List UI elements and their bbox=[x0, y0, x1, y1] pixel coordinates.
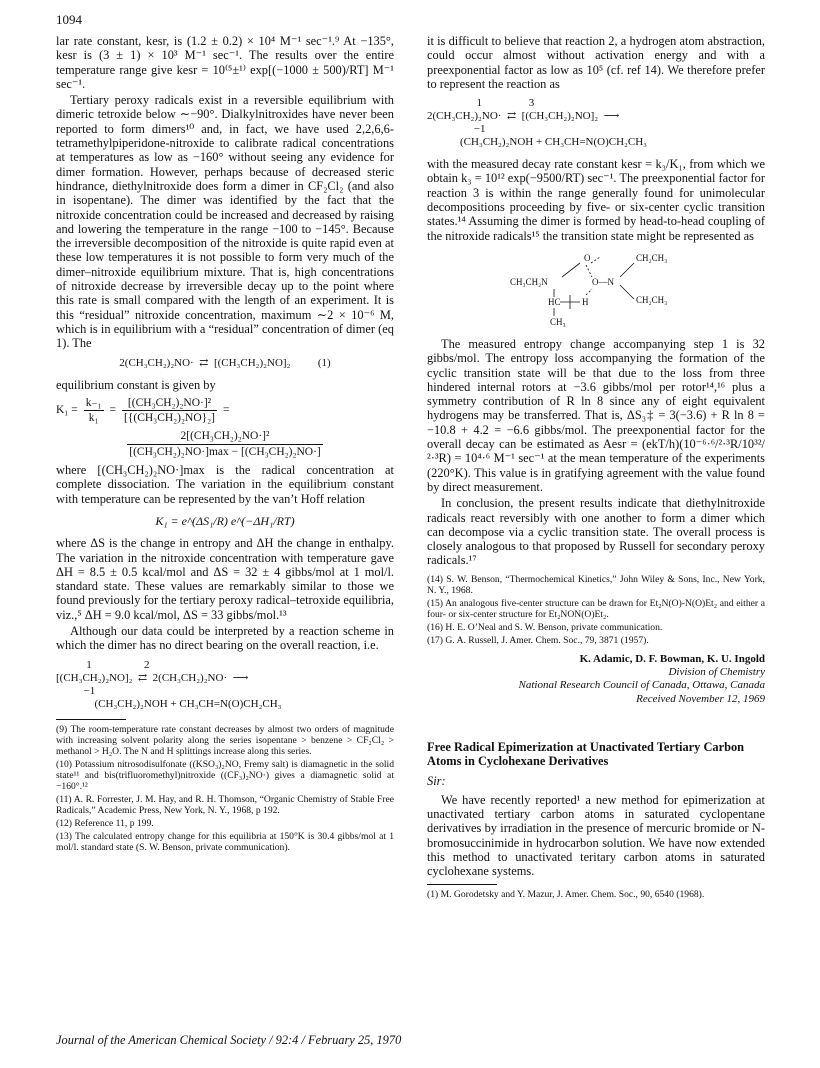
denominator: [(CH₃CH₂)₂NO·]max − [(CH₃CH₂)₂NO·] bbox=[129, 445, 321, 458]
ts-label-o-n: O—N bbox=[592, 276, 614, 287]
ts-label-ethyl-2: CH₂CH₃ bbox=[636, 294, 668, 305]
footnote: (11) A. R. Forrester, J. M. Hay, and R. H. Thomson, “Organic Chemistry of Stable Free Radicals,” Academic Press, New York, N. Y., 1968, p 192. bbox=[56, 793, 394, 816]
denominator: [{(CH₃CH₂)₂NO}₂] bbox=[124, 412, 215, 425]
footnote: (12) Reference 11, p 199. bbox=[56, 817, 154, 829]
footnotes bbox=[427, 574, 765, 646]
right-column bbox=[427, 34, 765, 902]
paragraph: where [(CH₃CH₂)₂NO·]max is the radical concentration at complete dissociation. The variation in the equilibrium constant with temperature can be represented by the van’t Hoff relation bbox=[56, 463, 394, 506]
paragraph: equilibrium constant is given by bbox=[56, 377, 216, 392]
numerator: k₋₁ bbox=[84, 396, 104, 411]
footnote: (9) The room-temperature rate constant decreases by almost two orders of magnitude with increasing solvent polarity along the series isopentane > benzene > CF₂Cl₂ > methanol > H₂O. The N and H splittings increase along this series. bbox=[56, 723, 394, 757]
equation-1: 2(CH₃CH₂)₂NO· ⇄ [(CH₃CH₂)₂NO]₂ (1) bbox=[119, 356, 331, 369]
denominator: k₁ bbox=[88, 412, 99, 425]
received-date: Received November 12, 1969 bbox=[636, 693, 765, 706]
left-column bbox=[56, 34, 394, 855]
reaction-scheme: 1 3 2(CH₃CH₂)₂NO· ⇄ [(CH₃CH₂)₂NO]₂ ⟶ −1 (CH₃CH₂)₂NOH + CH₃CH=N(O)CH₂CH₃ bbox=[427, 97, 647, 149]
footnote: (17) G. A. Russell, J. Amer. Chem. Soc., 79, 3871 (1957). bbox=[427, 634, 649, 646]
paragraph: with the measured decay rate constant kesr = k₃/K₁, from which we obtain k₃ = 10¹² exp(−9500/RT) sec⁻¹. The preexponential factor for reaction 3 is within the range generally found for unimolecular decompositions proceeding by five- or six-center cyclic transition states.¹⁴ Assuming the dimer is formed by head-to-head coupling of the nitroxide radicals¹⁵ the transition state might be represented as bbox=[427, 157, 765, 243]
paragraph: The measured entropy change accompanying step 1 is 32 gibbs/mol. The entropy loss accompanying the formation of the cyclic transition state will be that due to the loss from three hindered internal rotors at −3.6 gibbs/mol per rotor¹⁴,¹⁶ plus a symmetry contribution of R ln 8 since any of eight equivalent hydrogens may be transferred. That is, ΔS₃‡ = 3(−3.6) + R ln 8 = −10.8 + 4.2 = −6.6 gibbs/mol. The preexponential factor for the overall decay can be estimated as Aesr = (ekT/h)(10⁻⁶·⁶/²·³R/10³²/²·³R) = 10⁴·⁶ M⁻¹ sec⁻¹ at the mean temperature of the experiments (220°K). This value is in gratifying agreement with the value found by direct measurement. bbox=[427, 336, 765, 494]
footnote-rule bbox=[56, 719, 126, 720]
paragraph: Although our data could be interpreted by a reaction scheme in which the dimer has no direct bearing on the overall reaction, i.e. bbox=[56, 623, 394, 653]
page-number: 1094 bbox=[56, 12, 82, 27]
ts-label-ethyl-n: CH₃CH₂N bbox=[510, 276, 548, 287]
ts-label-methyl: CH₃ bbox=[550, 316, 566, 327]
numerator: [(CH₃CH₂)₂NO·]² bbox=[122, 396, 217, 411]
fraction bbox=[127, 429, 323, 459]
ts-label-ethyl: CH₂CH₃ bbox=[636, 252, 668, 263]
author-institution: National Research Council of Canada, Ottawa, Canada bbox=[518, 679, 765, 692]
author-list: K. Adamic, D. F. Bowman, K. U. Ingold bbox=[579, 652, 765, 665]
footnote: (14) S. W. Benson, “Thermochemical Kinetics,” John Wiley & Sons, Inc., New York, N. Y., 1968. bbox=[427, 573, 765, 596]
footnote: (13) The calculated entropy change for this equilibria at 150°K is 30.4 gibbs/mol at 1 mol/l. standard state (S. W. Benson, private communication). bbox=[56, 830, 394, 853]
footnote-rule bbox=[427, 884, 497, 885]
equilibrium-constant-equation-cont bbox=[56, 429, 394, 459]
numerator: 2[(CH₃CH₂)₂NO·]² bbox=[127, 429, 323, 444]
article-title: Free Radical Epimerization at Unactivated Tertiary Carbon Atoms in Cyclohexane Derivatives bbox=[427, 740, 745, 769]
paragraph: where ΔS is the change in entropy and ΔH the change in enthalpy. The variation in the nitroxide concentration with temperature gave ΔH = 8.5 ± 0.5 kcal/mol and ΔS = 32 ± 4 gibbs/mol at 1 mol/l. standard state. These values are remarkably similar to those we found previously for the tertiary peroxy radical–tetroxide equilibria, viz.,⁵ ΔH = 9.0 kcal/mol, ΔS = 33 gibbs/mol.¹³ bbox=[56, 536, 394, 622]
ts-label-hc: HC bbox=[548, 296, 561, 307]
journal-footer: Journal of the American Chemical Society / 92:4 / February 25, 1970 bbox=[56, 1033, 402, 1047]
vant-hoff-equation: K₁ = e^(ΔS₁/R) e^(−ΔH₁/RT) bbox=[155, 513, 295, 528]
fraction bbox=[84, 396, 104, 426]
footnote: (10) Potassium nitrosodisulfonate ((KSO₃)₂NO, Fremy salt) is diamagnetic in the solid state¹¹ and bis(trifluoromethyl)nitroxide ((CF₃)₂NO·) gives a diamagnetic solid at −160°.¹² bbox=[56, 758, 394, 792]
reaction-scheme: 1 2 [(CH₃CH₂)₂NO]₂ ⇄ 2(CH₃CH₂)₂NO· ⟶ −1 (CH₃CH₂)₂NOH + CH₃CH=N(O)CH₂CH₃ bbox=[56, 658, 282, 710]
paragraph: lar rate constant, kesr, is (1.2 ± 0.2) × 10⁴ M⁻¹ sec⁻¹.⁹ At −135°, kesr is (3 ± 1) × 10³ M⁻¹ sec⁻¹. The results over the entire temperature range give kesr = 10⁽⁵±¹⁾ exp[(−1000 ± 500)/RT] M⁻¹ sec⁻¹. bbox=[56, 34, 394, 91]
ts-label-h: H bbox=[582, 296, 589, 307]
transition-state-structure bbox=[496, 249, 696, 327]
footnote: (16) H. E. O’Neal and S. W. Benson, private communication. bbox=[427, 621, 663, 633]
equilibrium-constant-equation bbox=[56, 396, 394, 426]
author-division: Division of Chemistry bbox=[668, 666, 765, 679]
fraction bbox=[122, 396, 217, 426]
salutation: Sir: bbox=[427, 774, 446, 789]
paragraph: In conclusion, the present results indicate that diethylnitroxide radicals react reversibly with one another to form a dimer which can decompose via a cyclic transition state. The overall process is closely analogous to that proposed by Russell for secondary peroxy radicals.¹⁷ bbox=[427, 496, 765, 568]
paragraph: it is difficult to believe that reaction 2, a hydrogen atom abstraction, could occur almost without activation energy and with a preexponential factor as low as 10⁵ (cf. ref 14). We therefore prefer to represent the reaction as bbox=[427, 34, 765, 91]
paragraph: We have recently reported¹ a new method for epimerization at unactivated tertiary carbon atoms in saturated cyclopentane derivatives by irradiation in the presence of mercuric bromide or N-bromosuccinimide in hydrocarbon solution. We have now extended this method to unactivated teritary carbon atoms in saturated cyclohexane systems. bbox=[427, 792, 765, 879]
equals-sign: = bbox=[109, 404, 117, 417]
paragraph: Tertiary peroxy radicals exist in a reversible equilibrium with dimeric tetroxide below ∼−90°. Dialkylnitroxides have never been reported to form dimers¹⁰ and, in fact, we have used 2,2,6,6-tetramethylpiperidone-nitroxide to calibrate radical concentrations at temperatures as low as −160° without seeing any evidence for dimer formation. However, perhaps because of decreased steric hindrance, diethylnitroxide does form a dimer in CF₂Cl₂ (and also in isopentane). The dimer was identified by the fact that the nitroxide concentration could be increased and decreased by raising and lowering the temperature in the range −100 to −145°. Because the irreversible decomposition of the nitroxide is quite rapid even at these low temperatures it is not possible to form very much of the dimer–nitroxide equilibrium mixture. That is, high concentrations of nitroxide decrease by irreversible decay up to the point where this rate is small compared with the length of an experiment. It is this “residual” nitroxide concentration, maximum ∼2 × 10⁻⁶ M, which is in equilibrium with a “residual” concentration of dimer (eq 1). The bbox=[56, 93, 394, 351]
footnotes bbox=[56, 724, 394, 853]
ts-label-o: O bbox=[584, 252, 591, 263]
k1-lhs: K₁ = bbox=[56, 404, 78, 417]
footnote: (15) An analogous five-center structure can be drawn for Et₂N(O)-N(O)Et₂ and either a four- or six-center structure for Et₂NON(O)Et₂. bbox=[427, 597, 765, 620]
footnote: (1) M. Gorodetsky and Y. Mazur, J. Amer. Chem. Soc., 90, 6540 (1968). bbox=[427, 889, 705, 901]
equals-sign: = bbox=[223, 404, 230, 417]
